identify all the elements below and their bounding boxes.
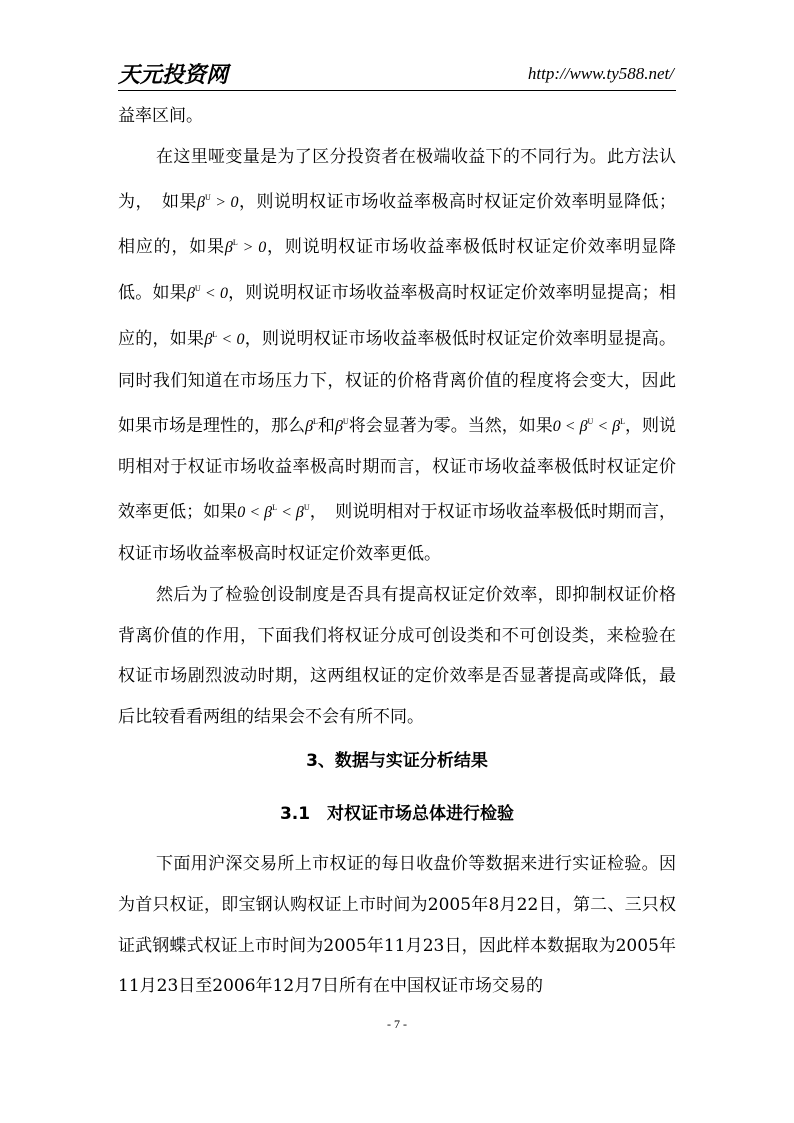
section-heading: 3、数据与实证分析结果 <box>306 750 488 771</box>
math-beta-u-lt0: $\beta^U < 0$ <box>186 284 228 303</box>
paragraph-creation-system: 然后为了检验创设制度是否具有提高权证定价效率，即抑制权证价格背离价值的作用，下面我们将权证分成可创设类和不可创设类，来检验在权证市场剧烈波动时期，这两组权证的定价效率是否显著提高或降低，最后比较看看两组的结果会不会有所不同。 <box>118 584 676 728</box>
site-brand: 天元投资网 <box>118 63 229 88</box>
line-continuation: 益率区间。 <box>118 106 203 126</box>
math-beta-l-gt0: $\beta^L > 0$ <box>224 238 267 257</box>
math-beta-l-lt0: $\beta^L < 0$ <box>204 329 245 348</box>
paragraph-data-sample: 下面用沪深交易所上市权证的每日收盘价等数据来进行实证检验。因为首只权证，即宝钢认购权证上市时间为2005年8月22日，第二、三只权证武钢蝶式权证上市时间为2005年11月23日，因此样本数据取为2005年11月23日至2006年12月7日所有在中国权证市场交易的 <box>118 853 676 997</box>
math-beta-u: $\beta^U$ <box>334 416 349 435</box>
math-zero-lt-beta-u-lt-beta-l: $0 < \beta^U < \beta^L$ <box>552 416 625 435</box>
page-header <box>118 58 676 91</box>
math-beta-l: $\beta^L$ <box>305 416 318 435</box>
page-number: - 7 - <box>387 1017 407 1031</box>
math-beta-u-gt0: $\beta^U > 0$ <box>197 192 239 211</box>
paragraph-dummy-variables: 在这里哑变量是为了区分投资者在极端收益下的不同行为。此方法认为， 如果$\beta^U > 0$，则说明权证市场收益率极高时权证定价效率明显降低；相应的，如果$\beta^L > 0$，则说明权证市场收益率极低时权证定价效率明显降低。如果$\beta^U < 0$，则说明权证市场收益率极高时权证定价效率明显提高；相应的，如果$\beta^L < 0$，则说明权证市场收益率极低时权证定价效率明显提高。同时我们知道在市场压力下，权证的价格背离价值的程度将会变大，因此如果市场是理性的，那么$\beta^L$和$\beta^U$将会显著为零。当然，如果$0 < \beta^U < \beta^L$，则说明相对于权证市场收益率极高时期而言，权证市场收益率极低时权证定价效率更低；如果$0 < \beta^L < \beta^U$， 则说明相对于权证市场收益率极低时期而言，权证市场收益率极高时权证定价效率更低。 <box>118 146 677 564</box>
document-body <box>118 96 676 1007</box>
subsection-heading: 3.1 对权证市场总体进行检验 <box>279 803 515 824</box>
math-zero-lt-beta-l-lt-beta-u: $0 < \beta^L < \beta^U$ <box>237 503 310 522</box>
site-url: http://www.ty588.net/ <box>527 64 674 83</box>
